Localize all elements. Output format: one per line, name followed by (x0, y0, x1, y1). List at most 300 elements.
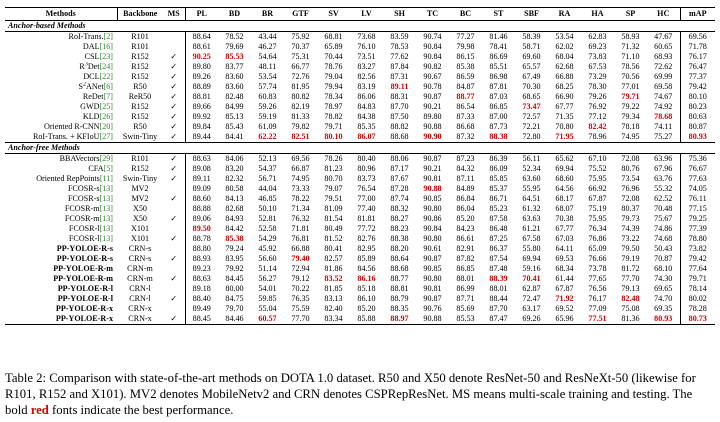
ap-value: 74.95 (621, 132, 640, 141)
ap-value: 69.35 (647, 304, 680, 314)
ap-value: 70.48 (647, 204, 680, 214)
column-header: MS (163, 8, 185, 21)
ap-value: 90.81 (423, 174, 442, 183)
method-name: FCOSR-l[13] (68, 224, 113, 233)
ap-value: 76.81 (291, 234, 310, 243)
column-header: HC (647, 8, 680, 21)
ap-value: 88.60 (192, 194, 211, 203)
best-value: 86.07 (357, 132, 376, 141)
ap-value: 87.17 (390, 164, 409, 173)
column-header: PL (185, 8, 218, 21)
ap-value: 86.39 (489, 154, 508, 163)
ap-value: 68.81 (324, 32, 343, 41)
map-value: 69.56 (688, 32, 707, 41)
ap-value: 79.12 (291, 274, 310, 283)
ap-value: 70.56 (621, 72, 640, 81)
ap-value: 85.38 (456, 62, 475, 71)
ms-check (163, 32, 185, 43)
method-name: RoI-Trans.[2] (68, 32, 113, 41)
ap-value: 84.93 (225, 214, 244, 223)
ap-value: 89.44 (192, 132, 211, 141)
ap-value: 78.52 (225, 32, 244, 41)
ap-value (416, 132, 449, 143)
ap-value: 52.34 (522, 164, 541, 173)
ap-value: 79.26 (588, 92, 607, 101)
ap-value: 46.85 (258, 194, 277, 203)
ap-value: 88.64 (390, 254, 409, 263)
ap-value: 88.78 (192, 234, 211, 243)
ap-value: 82.95 (357, 244, 376, 253)
ap-value: 89.08 (192, 164, 211, 173)
ap-value: 82.48 (225, 92, 244, 101)
ms-check (163, 304, 185, 314)
ap-value: 85.18 (357, 284, 376, 293)
ap-value: 65.57 (522, 62, 541, 71)
ap-value: 87.73 (489, 122, 508, 131)
backbone: R50 (133, 122, 147, 131)
ap-value: 68.10 (647, 264, 680, 274)
map-value: 77.15 (688, 204, 707, 213)
citation: [13] (99, 194, 113, 203)
ap-value: 87.58 (489, 214, 508, 223)
ap-value: 58.39 (522, 32, 541, 41)
ap-value: 83.34 (317, 314, 350, 325)
method-name: $R^3Det[24]$ (79, 62, 113, 71)
backbone: CRN-l (129, 294, 151, 303)
ap-value: 82.32 (225, 174, 244, 183)
method-name: FCOSR-l[13] (68, 234, 113, 243)
table-row (5, 264, 715, 274)
ms-check: ✓ (163, 254, 185, 264)
ap-value: 88.32 (390, 204, 409, 213)
ap-value: 90.80 (423, 204, 442, 213)
ap-value: 84.42 (225, 224, 244, 233)
citation: [11] (99, 174, 113, 183)
ap-value: 74.39 (621, 224, 640, 233)
table-row (5, 254, 715, 264)
ap-value: 90.78 (423, 82, 442, 91)
ap-value: 87.25 (489, 234, 508, 243)
ap-value: 88.31 (390, 92, 409, 101)
map-value: 79.71 (688, 274, 707, 283)
ap-value: 64.56 (555, 184, 574, 193)
ap-value: 68.34 (555, 264, 574, 273)
map-value: 71.78 (688, 42, 707, 51)
table-row (5, 52, 715, 62)
map-value: 78.14 (688, 284, 707, 293)
ap-value: 89.11 (192, 174, 211, 183)
ap-value: 86.98 (489, 72, 508, 81)
column-header: BR (251, 8, 284, 21)
column-header: SV (317, 8, 350, 21)
citation: [13] (99, 224, 113, 233)
ap-value: 84.83 (357, 102, 376, 111)
map-value: 80.10 (688, 92, 707, 101)
ap-value: 90.67 (423, 72, 442, 81)
ap-value: 87.70 (489, 304, 508, 313)
ap-value: 52.13 (258, 154, 277, 163)
map-value: 73.82 (688, 244, 707, 253)
ap-value: 56.60 (258, 254, 277, 263)
backbone: ReR50 (128, 92, 152, 101)
ap-value: 87.54 (489, 254, 508, 263)
ap-value: 67.53 (588, 62, 607, 71)
ap-value (350, 274, 383, 284)
ap-value: 82.57 (324, 254, 343, 263)
method-name: FCOSR-s[13] (68, 194, 113, 203)
ap-value: 61.32 (522, 204, 541, 213)
citation: [25] (99, 102, 113, 111)
best-value: 80.73 (688, 314, 707, 323)
best-value: 79.40 (291, 254, 310, 263)
ap-value: 68.04 (555, 52, 574, 61)
ap-value: 89.18 (192, 284, 211, 293)
column-header: TC (416, 8, 449, 21)
ap-value (284, 254, 317, 264)
ap-value: 86.84 (456, 194, 475, 203)
ap-value: 89.06 (192, 214, 211, 223)
results-table-container (5, 7, 715, 325)
ap-value: 79.13 (621, 284, 640, 293)
ap-value: 75.95 (588, 174, 607, 183)
ap-value (548, 294, 581, 304)
ap-value: 86.85 (456, 264, 475, 273)
ap-value (515, 274, 548, 284)
backbone: R152 (131, 72, 149, 81)
ap-value: 72.94 (291, 264, 310, 273)
ap-value: 85.51 (489, 62, 508, 71)
ap-value: 75.52 (588, 164, 607, 173)
map-value: 79.25 (688, 214, 707, 223)
ap-value: 66.88 (291, 244, 310, 253)
ap-value: 86.59 (456, 72, 475, 81)
ap-value: 55.32 (647, 184, 680, 194)
backbone: Swin-Tiny (122, 174, 158, 183)
method-name: KLD[26] (82, 112, 113, 121)
column-header: GTF (284, 8, 317, 21)
ms-check (163, 284, 185, 294)
ap-value: 90.87 (423, 154, 442, 163)
best-value: 82.48 (621, 294, 640, 303)
ap-value: 79.24 (225, 244, 244, 253)
ap-value: 90.87 (423, 294, 442, 303)
method-name: BBAVectors[29] (59, 154, 113, 163)
ap-value: 73.78 (588, 264, 607, 273)
ap-value: 86.48 (489, 224, 508, 233)
citation: [13] (99, 234, 113, 243)
ap-value: 56.71 (258, 174, 277, 183)
ap-value (581, 122, 614, 132)
citation: [24] (99, 62, 113, 71)
ap-value: 69.94 (555, 164, 574, 173)
ap-value: 55.95 (522, 184, 541, 193)
ap-value: 76.86 (588, 234, 607, 243)
ms-check: ✓ (163, 314, 185, 325)
method-name: PP-YOLOE-R-s (56, 254, 113, 263)
ap-value: 88.01 (489, 284, 508, 293)
ap-value: 68.93 (647, 52, 680, 62)
citation: [2] (103, 32, 113, 41)
ap-value: 45.92 (258, 244, 277, 253)
ms-check (163, 42, 185, 52)
ap-value: 66.87 (291, 164, 310, 173)
method-name: PP-YOLOE-R-x (5, 314, 117, 325)
ms-check: ✓ (163, 122, 185, 132)
ap-value: 87.48 (489, 264, 508, 273)
ap-value: 65.89 (324, 42, 343, 51)
best-value: 82.51 (291, 132, 310, 141)
ms-check: ✓ (163, 112, 185, 122)
ap-value: 83.95 (225, 254, 244, 263)
ap-value: 67.87 (555, 284, 574, 293)
ap-value: 87.50 (390, 112, 409, 121)
ap-value: 81.46 (489, 32, 508, 41)
table-row (5, 42, 715, 52)
ap-value: 59.85 (258, 294, 277, 303)
ms-check: ✓ (163, 82, 185, 92)
table-row (5, 214, 715, 224)
ap-value: 62.52 (647, 194, 680, 204)
best-value: 60.57 (258, 314, 277, 323)
ap-value: 70.30 (522, 82, 541, 91)
ap-value: 80.82 (291, 92, 310, 101)
map-value: 79.42 (688, 254, 707, 263)
ap-value: 69.53 (555, 254, 574, 263)
ap-value: 75.31 (291, 52, 310, 61)
ap-value: 77.00 (357, 194, 376, 203)
ap-value: 80.58 (225, 184, 244, 193)
ap-value: 79.04 (324, 72, 343, 81)
best-value: 79.71 (621, 92, 640, 101)
ap-value: 69.60 (522, 52, 541, 61)
citation: [29] (99, 154, 113, 163)
ap-value (350, 132, 383, 143)
ap-value: 83.77 (225, 62, 244, 71)
ap-value: 90.85 (423, 264, 442, 273)
table-row (5, 102, 715, 112)
ap-value: 87.47 (482, 314, 515, 325)
ap-value: 88.27 (390, 214, 409, 223)
ap-value: 90.80 (423, 234, 442, 243)
method-name: CSL[23] (84, 52, 113, 61)
ap-value: 64.51 (522, 194, 541, 203)
ap-value: 87.81 (489, 82, 508, 91)
ap-value: 69.52 (555, 304, 574, 313)
ap-value: 80.41 (324, 244, 343, 253)
ap-value: 71.10 (621, 52, 640, 61)
ap-value: 73.29 (588, 72, 607, 81)
table-row (5, 92, 715, 102)
ap-value: 57.74 (258, 82, 277, 91)
ap-value: 81.52 (324, 234, 343, 243)
superscript: 3 (84, 62, 88, 68)
caption-red-word: red (30, 403, 49, 417)
backbone: CRN-m (127, 264, 153, 273)
ms-check: ✓ (163, 174, 185, 184)
ap-value: 90.84 (423, 52, 442, 61)
ap-value: 76.32 (291, 214, 310, 223)
ap-value: 81.86 (324, 264, 343, 273)
ap-value: 58.71 (522, 42, 541, 51)
ap-value (482, 274, 515, 284)
method-name: DAL[16] (82, 42, 113, 51)
backbone: CRN-s (128, 244, 152, 253)
ap-value (548, 132, 581, 143)
ap-value: 90.88 (416, 314, 449, 325)
ap-value: 79.70 (225, 304, 244, 313)
ap-value: 67.10 (588, 154, 607, 163)
ap-value: 77.40 (357, 204, 376, 213)
best-value: 90.90 (423, 132, 442, 141)
group-header-row (5, 21, 715, 32)
method-name: PP-YOLOE-R-m (53, 274, 113, 283)
ap-value: 88.23 (390, 224, 409, 233)
best-value: 88.97 (390, 314, 409, 323)
best-value: 78.68 (654, 112, 673, 121)
ap-value: 68.07 (555, 204, 574, 213)
ap-value: 84.23 (456, 224, 475, 233)
ap-value: 78.18 (621, 122, 640, 131)
ap-value: 68.65 (522, 92, 541, 101)
backbone: MV2 (131, 194, 149, 203)
ap-value: 90.87 (423, 92, 442, 101)
citation: [7] (103, 92, 113, 101)
ap-value: 67.87 (588, 194, 607, 203)
ap-value: 88.93 (192, 254, 211, 263)
method-name: PP-YOLOE-R-x (55, 304, 113, 313)
ap-value: 81.85 (324, 284, 343, 293)
table-row (5, 224, 715, 234)
ap-value: 80.96 (357, 164, 376, 173)
backbone: CRN-x (117, 314, 163, 325)
ap-value: 65.62 (555, 154, 574, 163)
ap-value: 90.81 (423, 284, 442, 293)
ap-value: 65.96 (548, 314, 581, 325)
ap-value: 89.80 (192, 62, 211, 71)
ap-value: 60.83 (258, 92, 277, 101)
ap-value: 73.33 (291, 184, 310, 193)
backbone: CRN-s (128, 254, 152, 263)
ap-value: 77.01 (621, 82, 640, 91)
backbone: R152 (131, 62, 149, 71)
ap-value: 69.94 (522, 254, 541, 263)
ap-value: 80.70 (324, 174, 343, 183)
ap-value: 82.56 (357, 72, 376, 81)
ap-value: 84.13 (225, 194, 244, 203)
ms-check (163, 184, 185, 194)
ap-value: 88.61 (192, 42, 211, 51)
best-value: 80.93 (688, 132, 707, 141)
ap-value: 88.79 (390, 294, 409, 303)
ap-value: 77.09 (588, 304, 607, 313)
ap-value: 87.82 (456, 254, 475, 263)
best-value: 88.39 (489, 274, 508, 283)
ap-value: 74.70 (647, 294, 680, 304)
ap-value: 87.28 (390, 184, 409, 193)
ap-value: 85.20 (456, 214, 475, 223)
method-name: DCL[22] (83, 72, 113, 81)
ap-value: 78.26 (324, 154, 343, 163)
ap-value (581, 314, 614, 325)
method-name: FCOSR-m[13] (64, 204, 113, 213)
backbone: R152 (131, 112, 149, 121)
ap-value: 54.37 (258, 164, 277, 173)
map-value: 79.42 (688, 82, 707, 91)
ap-value: 78.53 (390, 42, 409, 51)
column-header: HA (581, 8, 614, 21)
ap-value: 82.76 (357, 234, 376, 243)
ap-value: 74.30 (647, 274, 680, 284)
ap-value: 76.56 (588, 284, 607, 293)
ap-value: 90.87 (423, 254, 442, 263)
ap-value: 90.86 (423, 214, 442, 223)
ap-value: 90.85 (423, 194, 442, 203)
ap-value: 86.54 (456, 102, 475, 111)
ap-value: 74.11 (647, 122, 680, 132)
ap-value: 83.19 (357, 82, 376, 91)
ap-value: 64.11 (555, 244, 574, 253)
ap-value: 66.90 (555, 92, 574, 101)
ap-value: 88.38 (390, 234, 409, 243)
ap-value (251, 132, 284, 143)
ap-value: 62.83 (588, 32, 607, 41)
ap-value: 68.17 (555, 194, 574, 203)
ap-value: 72.57 (522, 112, 541, 121)
ap-value: 78.22 (291, 194, 310, 203)
ap-value: 76.35 (291, 294, 310, 303)
ap-value: 80.76 (621, 164, 640, 173)
ap-value: 79.07 (324, 184, 343, 193)
ap-value: 84.41 (225, 132, 244, 141)
ap-value: 54.29 (258, 234, 277, 243)
ap-value: 74.86 (647, 224, 680, 234)
ap-value: 75.67 (647, 214, 680, 224)
ap-value: 71.35 (555, 112, 574, 121)
ap-value: 89.84 (192, 122, 211, 131)
ap-value: 89.92 (192, 112, 211, 121)
best-value: 83.52 (324, 274, 343, 283)
ap-value: 76.34 (588, 224, 607, 233)
column-header: BD (218, 8, 251, 21)
citation: [27] (99, 132, 113, 141)
ap-value: 52.81 (258, 214, 277, 223)
method-name: FCOSR-s[13] (68, 184, 113, 193)
map-value: 77.39 (688, 224, 707, 233)
ap-value: 87.23 (456, 154, 475, 163)
ap-value: 71.32 (621, 42, 640, 51)
ap-value: 79.92 (225, 264, 244, 273)
ap-value: 67.77 (555, 224, 574, 233)
ap-value: 78.41 (489, 42, 508, 51)
ap-value: 85.23 (489, 204, 508, 213)
ms-check: ✓ (163, 194, 185, 204)
ap-value: 84.99 (225, 102, 244, 111)
ap-value: 83.13 (324, 294, 343, 303)
ap-value: 56.27 (258, 274, 277, 283)
backbone: X101 (131, 234, 149, 243)
ap-value: 46.27 (258, 42, 277, 51)
ap-value: 67.49 (522, 72, 541, 81)
ap-value: 50.43 (647, 244, 680, 254)
citation: [22] (99, 72, 113, 81)
ms-check: ✓ (163, 234, 185, 244)
backbone: R50 (133, 82, 147, 91)
ap-value: 87.03 (489, 92, 508, 101)
table-caption (5, 370, 715, 418)
ap-value: 88.82 (390, 122, 409, 131)
map-value (680, 132, 715, 143)
ap-value: 69.58 (647, 82, 680, 92)
